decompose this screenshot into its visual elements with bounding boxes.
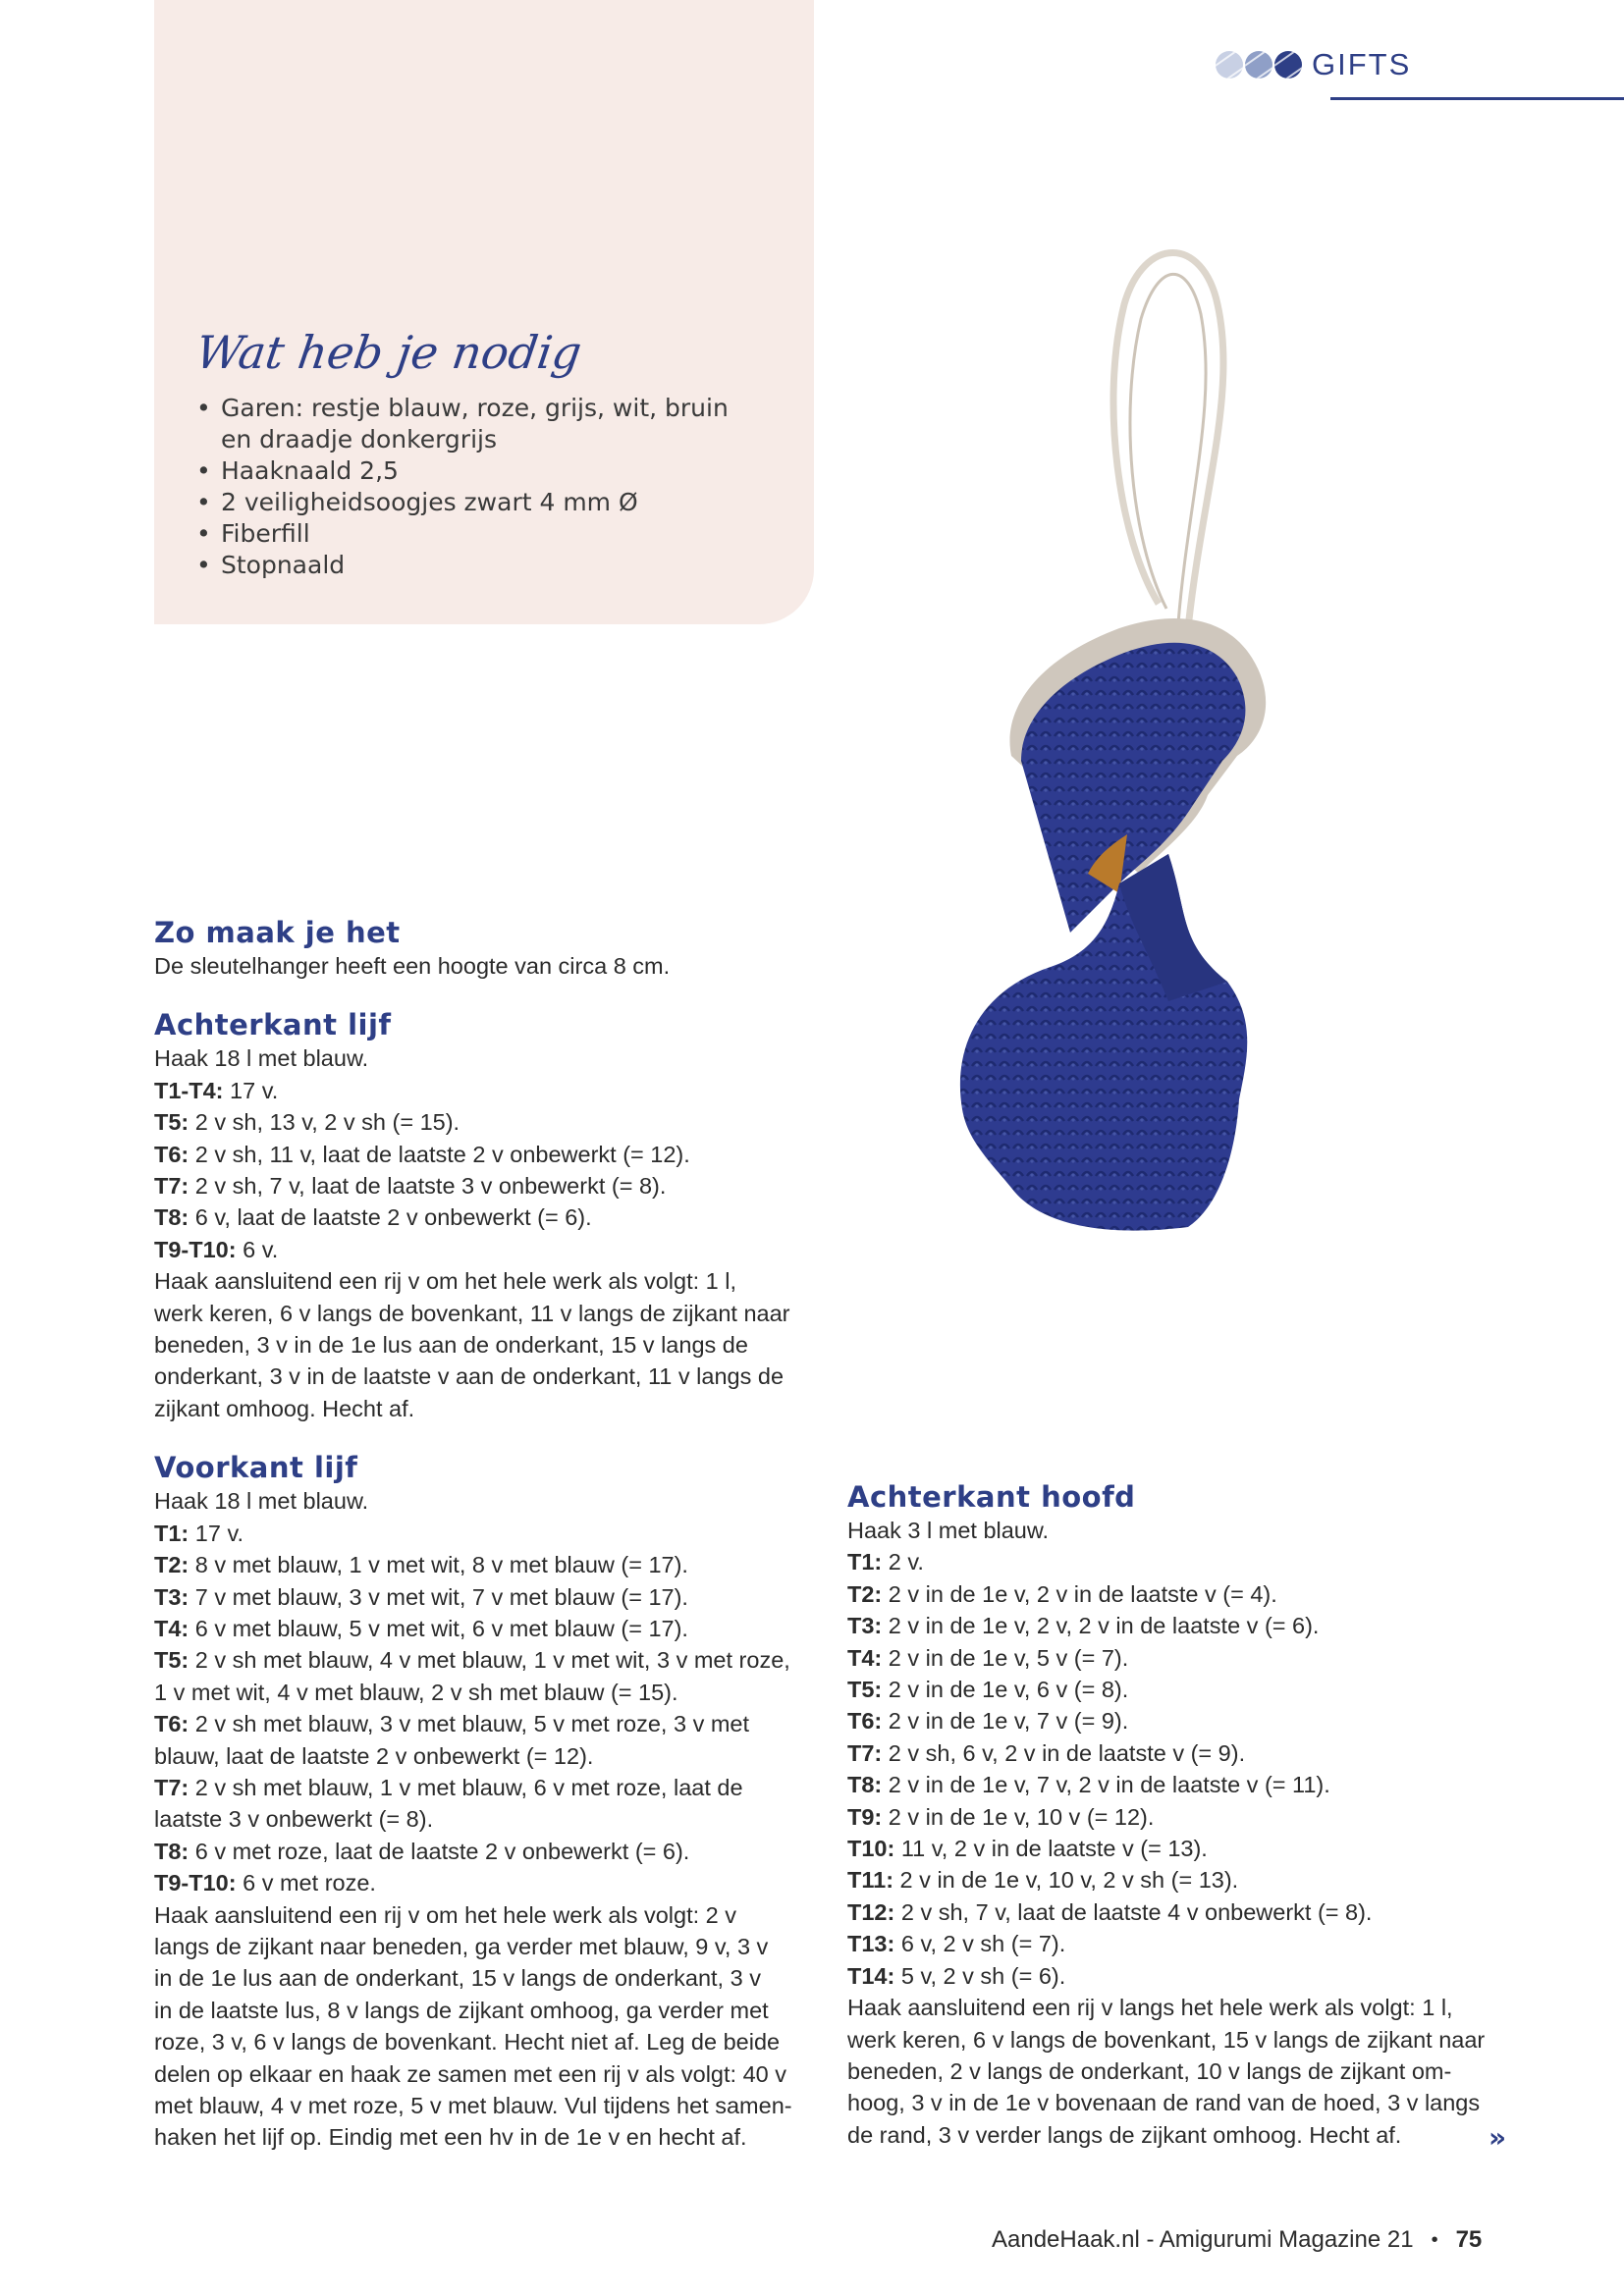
instruction-line: T2: 8 v met blauw, 1 v met wit, 8 v met blauw (= 17). [154,1552,688,1578]
instruction-line: T5: 2 v in de 1e v, 6 v (= 8). [847,1677,1129,1703]
instruction-line: T11: 2 v in de 1e v, 10 v, 2 v sh (= 13). [847,1867,1239,1894]
left-column [154,915,822,2179]
achterkant-lijf-section [154,1007,822,1424]
materials-item: • Garen: restje blauw, roze, grijs, wit, bruin en draadje donkergrijs [196,394,729,454]
instruction-line: T10: 11 v, 2 v in de laatste v (= 13). [847,1836,1208,1862]
intro-section [154,915,822,982]
page-footer [992,2226,1482,2254]
yarn-balls-icon [1216,51,1302,79]
instruction-line: T9-T10: 6 v met roze. [154,1870,376,1896]
instruction-line: T1: 2 v. [847,1549,924,1575]
instruction-line: Haak aansluitend een rij v om het hele werk als volgt: 1 l, werk keren, 6 v langs de bovenkant, 11 v langs de zijkant naar beneden, 3 v in de 1e lus aan de onderkant, 15 v langs de onderkant, 3 v in de laatste v aan de onderkant, 11 v langs de zijkant omhoog. Hecht af. [154,1268,790,1421]
materials-item: • Stopnaald [196,551,346,579]
voorkant-lijf-heading: Voorkant lijf [154,1451,358,1485]
instruction-line: T6: 2 v sh met blauw, 3 v met blauw, 5 v met roze, 3 v met blauw, laat de laatste 2 v onbewerkt (= 12). [154,1711,750,1769]
instruction-line: T7: 2 v sh met blauw, 1 v met blauw, 6 v met roze, laat de laatste 3 v onbewerkt (= 8). [154,1774,743,1833]
instruction-line: T13: 6 v, 2 v sh (= 7). [847,1931,1066,1957]
instruction-line: Haak aansluitend een rij v langs het hele werk als volgt: 1 l, werk keren, 6 v langs de bovenkant, 15 v langs de zijkant naar beneden, 2 v langs de onderkant, 10 v langs de zijkant om- hoog, 3 v in de 1e v bovenaan de rand van de hoed, 3 v langs de rand, 3 v verder langs de zijkant omhoog. Hecht af. [847,1995,1486,2148]
instruction-line: T1-T4: 17 v. [154,1077,279,1103]
instruction-line: T6: 2 v sh, 11 v, laat de laatste 2 v onbewerkt (= 12). [154,1141,690,1167]
instruction-line: T1: 17 v. [154,1520,244,1546]
right-column [847,1479,1535,2176]
instruction-line: T5: 2 v sh met blauw, 4 v met blauw, 1 v met wit, 3 v met roze, 1 v met wit, 4 v met blauw, 2 v sh met blauw (= 15). [154,1647,790,1705]
achterkant-hoofd-section [847,1479,1535,2151]
continue-arrow-icon: » [1489,2121,1507,2154]
materials-item: • Haaknaald 2,5 [196,456,399,485]
instruction-line: T9: 2 v in de 1e v, 10 v (= 12). [847,1803,1155,1830]
instruction-line: T7: 2 v sh, 6 v, 2 v in de laatste v (= 9). [847,1739,1246,1766]
instruction-line: T4: 2 v in de 1e v, 5 v (= 7). [847,1644,1129,1671]
instruction-line: Haak 3 l met blauw. [847,1518,1050,1543]
instruction-line: T14: 5 v, 2 v sh (= 6). [847,1962,1066,1989]
instruction-line: Haak 18 l met blauw. [154,1045,369,1072]
instruction-line: T5: 2 v sh, 13 v, 2 v sh (= 15). [154,1109,460,1136]
materials-item: • 2 veiligheidsoogjes zwart 4 mm Ø [196,488,638,516]
instruction-line: T8: 6 v met roze, laat de laatste 2 v onbewerkt (= 6). [154,1838,690,1864]
header-divider [1330,97,1624,100]
instruction-line: T3: 7 v met blauw, 3 v met wit, 7 v met blauw (= 17). [154,1583,688,1610]
instruction-line: T6: 2 v in de 1e v, 7 v (= 9). [847,1708,1129,1735]
instruction-line: Haak 18 l met blauw. [154,1488,369,1515]
instruction-line: Haak aansluitend een rij v om het hele werk als volgt: 2 v langs de zijkant naar beneden, ga verder met blauw, 9 v, 3 v in de 1e lus aan de onderkant, 15 v langs de onderkant, 3 v in de laatste lus, 8 v langs de zijkant omhoog, ga verder met roze, 3 v, 6 v langs de bovenkant. Hecht niet af. Leg de beide delen op elkaar en haak ze samen met een rij v als volgt: 40 v met blauw, 4 v met roze, 5 v met blauw. Vul tijdens het samen- haken het lijf op. Eindig met een hv in de 1e v en hecht af. [154,1901,792,2151]
instruction-line: T8: 6 v, laat de laatste 2 v onbewerkt (= 6). [154,1204,592,1231]
instruction-line: T8: 2 v in de 1e v, 7 v, 2 v in de laatste v (= 11). [847,1772,1330,1798]
crocheted-keychain-bust-photo [874,245,1443,1286]
intro-heading: Zo maak je het [154,916,401,949]
footer-site: AandeHaak.nl - Amigurumi Magazine 21 [992,2226,1414,2253]
instruction-line: T12: 2 v sh, 7 v, laat de laatste 4 v onbewerkt (= 8). [847,1898,1373,1925]
instruction-line: T3: 2 v in de 1e v, 2 v, 2 v in de laatste v (= 6). [847,1613,1320,1639]
materials-item: • Fiberfill [196,519,310,548]
section-label: GIFTS [1312,47,1412,81]
achterkant-lijf-heading: Achterkant lijf [154,1008,392,1042]
intro-text: De sleutelhanger heeft een hoogte van circa 8 cm. [154,953,671,979]
voorkant-lijf-section [154,1450,822,2154]
materials-list [196,393,729,581]
instruction-line: T4: 6 v met blauw, 5 v met wit, 6 v met blauw (= 17). [154,1615,688,1641]
footer-separator: • [1431,2228,1438,2251]
achterkant-hoofd-heading: Achterkant hoofd [847,1480,1136,1514]
instruction-line: T7: 2 v sh, 7 v, laat de laatste 3 v onbewerkt (= 8). [154,1173,667,1200]
instruction-line: T9-T10: 6 v. [154,1236,279,1262]
materials-title: Wat heb je nodig [192,326,585,379]
page-number: 75 [1455,2226,1483,2253]
instruction-line: T2: 2 v in de 1e v, 2 v in de laatste v (= 4). [847,1580,1277,1607]
section-header [1216,47,1411,82]
